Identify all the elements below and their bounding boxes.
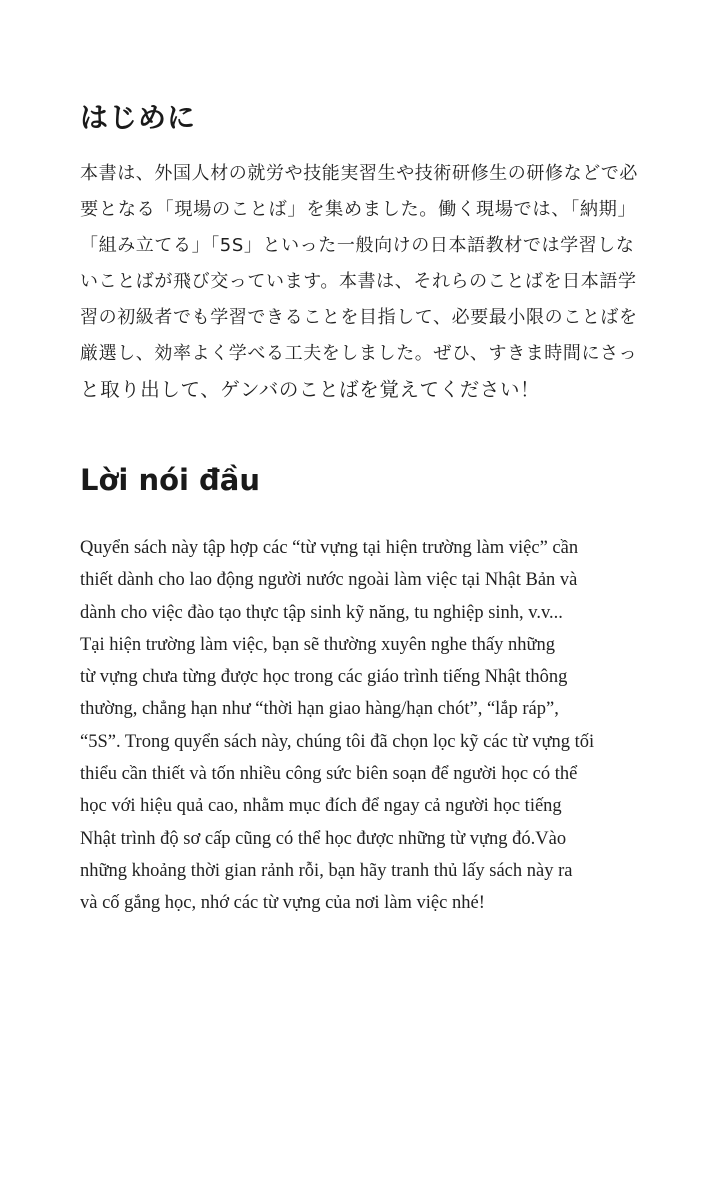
vietnamese-line: thường, chẳng hạn như “thời hạn giao hàng/hạn chót”, “lắp ráp”, xyxy=(80,699,559,720)
vietnamese-line: thiết dành cho lao động người nước ngoài làm việc tại Nhật Bản và xyxy=(80,570,578,591)
japanese-line: 習の初級者でも学習できることを目指して、必要最小限のことばを xyxy=(80,307,638,328)
japanese-line: と取り出して、ゲンバのことばを覚えてください！ xyxy=(80,378,541,401)
vietnamese-paragraph xyxy=(80,532,646,920)
vietnamese-heading: Lời nói đầu xyxy=(80,463,261,497)
vietnamese-line: “5S”. Trong quyển sách này, chúng tôi đã chọn lọc kỹ các từ vựng tối xyxy=(80,731,595,752)
vietnamese-line: Nhật trình độ sơ cấp cũng có thể học được những từ vựng đó.Vào xyxy=(80,828,567,849)
japanese-line: いことばが飛び交っています。本書は、それらのことばを日本語学 xyxy=(80,271,637,292)
japanese-line: 「組み立てる」「5S」といった一般向けの日本語教材では学習しな xyxy=(80,235,635,256)
japanese-line: 要となる「現場のことば」を集めました。働く現場では、「納期」 xyxy=(80,199,637,220)
japanese-heading: はじめに xyxy=(80,101,197,134)
japanese-paragraph xyxy=(80,148,640,400)
vietnamese-line: và cố gắng học, nhớ các từ vựng của nơi làm việc nhé! xyxy=(80,893,485,914)
vietnamese-line: Tại hiện trường làm việc, bạn sẽ thường xuyên nghe thấy những xyxy=(80,634,556,655)
vietnamese-line: Quyển sách này tập hợp các “từ vựng tại hiện trường làm việc” cần xyxy=(80,538,579,558)
japanese-line: 本書は、外国人材の就労や技能実習生や技術研修生の研修などで必 xyxy=(80,163,638,184)
vietnamese-line: thiểu cần thiết và tốn nhiều công sức biên soạn để người học có thể xyxy=(80,764,578,785)
japanese-line: 厳選し、効率よく学べる工夫をしました。ぜひ、すきま時間にさっ xyxy=(80,343,638,364)
vietnamese-line: những khoảng thời gian rảnh rỗi, bạn hãy tranh thủ lấy sách này ra xyxy=(80,860,573,881)
vietnamese-line: dành cho việc đào tạo thực tập sinh kỹ năng, tu nghiệp sinh, v.v... xyxy=(80,602,563,623)
vietnamese-line: từ vựng chưa từng được học trong các giáo trình tiếng Nhật thông xyxy=(80,667,568,688)
vietnamese-line: học với hiệu quả cao, nhằm mục đích để ngay cả người học tiếng xyxy=(80,796,562,817)
